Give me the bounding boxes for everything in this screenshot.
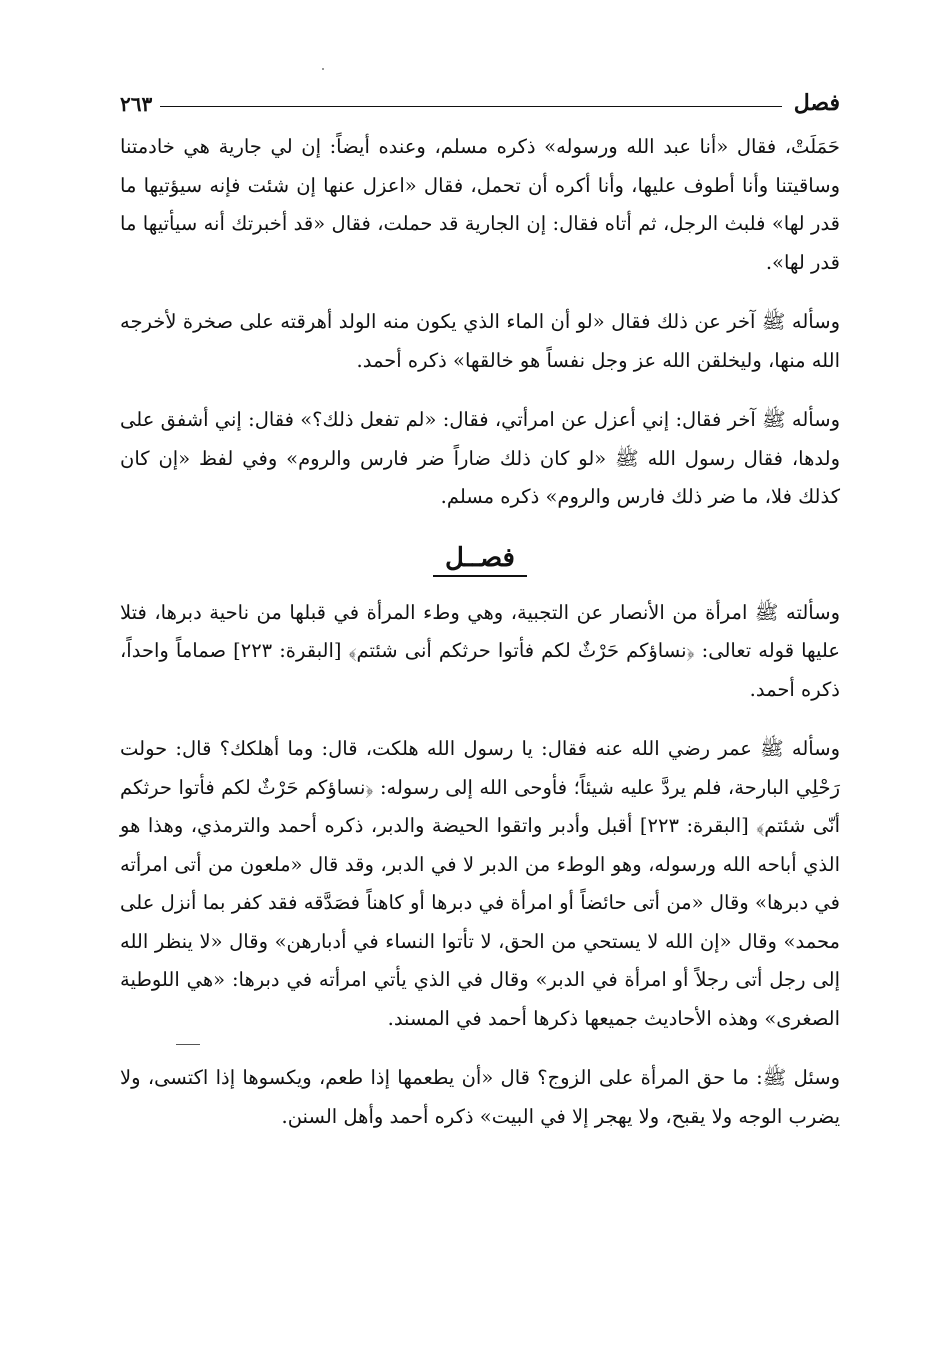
scan-speck <box>322 68 324 70</box>
page-number: ٢٦٣ <box>120 92 153 116</box>
paragraph: حَمَلَتْ، فقال «أنا عبد الله ورسوله» ذكره مسلم، وعنده أيضاً: إن لي جارية هي خادمتنا وساقيتنا وأنا أطوف عليها، وأنا أكره أن تحمل، فقال «اعزل عنها إن شئت فإنه سيؤتيها ما قدر لها» فلبث الرجل، ثم أتاه فقال: إن الجارية قد حملت، فقال «قد أخبرتك أنه سيأتيها ما قدر لها». <box>120 135 840 274</box>
paragraph: وسأله ﷺ آخر فقال: إني أعزل عن امرأتي، فقال: «لم تفعل ذلك؟» فقال: إني أشفق على ولدها، فقال رسول الله ﷺ «لو كان ذلك ضاراً ضر فارس والروم» وفي لفظ «إن كان كذلك فلا، ما ضر ذلك فارس والروم» ذكره مسلم. <box>120 408 840 508</box>
paragraph: وسأله ﷺ آخر عن ذلك فقال «لو أن الماء الذي يكون منه الولد أهرقته على صخرة لأخرجه الله منها، وليخلقن الله عز وجل نفساً هو خالقها» ذكره أحمد. <box>120 310 840 372</box>
running-header <box>120 82 840 116</box>
stray-pen-mark <box>176 1044 200 1045</box>
paragraph: وسأله ﷺ عمر رضي الله عنه فقال: يا رسول الله هلكت، قال: وما أهلكك؟ قال: حولت رَحْلِي البارحة، فلم يردَّ عليه شيئاً؛ فأوحى الله إلى رسوله: ﴿نساؤكم حَرْثٌ لكم فأتوا حرثكم أنّى شئتم﴾ [البقرة: ٢٢٣] أقبل وأدبر واتقوا الحيضة والدبر، ذكره أحمد والترمذي، وهذا هو الذي أباحه الله ورسوله، وهو الوطء من الدبر لا في الدبر، وقد قال «ملعون من أتى امرأته في دبرها» وقال «من أتى حائضاً أو امرأة في دبرها أو كاهناً فصَدَّقه فقد كفر بما أنزل على محمد» وقال «إن الله لا يستحي من الحق، لا تأتوا النساء في أدبارهن» وقال «لا ينظر الله إلى رجل أتى رجلاً أو امرأة في الدبر» وقال في الذي يأتي امرأته في دبرها: «هي اللوطية الصغرى» وهذه الأحاديث جميعها ذكرها أحمد في المسند. <box>120 737 840 1030</box>
paragraph: وسألته ﷺ امرأة من الأنصار عن التجبية، وهي وطء المرأة في قبلها من ناحية دبرها، فتلا عليها قوله تعالى: ﴿نساؤكم حَرْثٌ لكم فأتوا حرثكم أنى شئتم﴾ [البقرة: ٢٢٣] صماماً واحداً، ذكره أحمد. <box>120 600 841 701</box>
page-body <box>120 128 840 1157</box>
section-heading-text: فصــل <box>433 543 527 577</box>
header-rule <box>160 106 782 107</box>
section-heading <box>120 538 840 578</box>
paragraph: وسئل ﷺ: ما حق المرأة على الزوج؟ قال «أن يطعمها إذا طعم، ويكسوها إذا اكتسى، ولا يضرب الوجه ولا يقبح، ولا يهجر إلا في البيت» ذكره أحمد وأهل السنن. <box>120 1066 840 1128</box>
header-title: فصل <box>793 90 840 116</box>
